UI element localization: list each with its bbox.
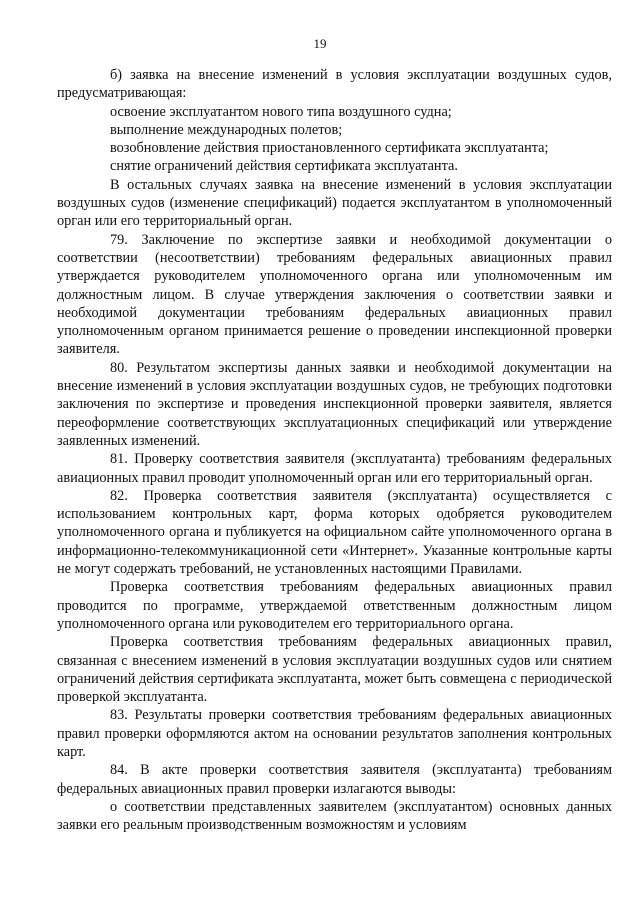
paragraph-80: 80. Результатом экспертизы данных заявки и необходимой документации на внесение изменений в условия эксплуатации воздушных судов, не требующих подготовки заключения по экспертизе и проведения инспекционной проверки заявителя, является переоформление соответствующих эксплуатационных спецификаций или утверждение заявленных изменений. bbox=[57, 359, 612, 449]
list-item: возобновление действия приостановленного сертификата эксплуатанта; bbox=[110, 140, 549, 157]
paragraph-82-program: Проверка соответствия требованиям федеральных авиационных правил проводится по программе, утверждаемой ответственным должностным лицом уполномоченного органа или руководителем его территориального органа. bbox=[57, 579, 612, 632]
document-body bbox=[57, 66, 612, 834]
paragraph-84-conclusion: о соответствии представленных заявителем (эксплуатантом) основных данных заявки его реальным производственным возможностям и условиям bbox=[57, 798, 612, 834]
list-item: выполнение международных полетов; bbox=[110, 121, 343, 138]
paragraph-81: 81. Проверку соответствия заявителя (эксплуатанта) требованиям федеральных авиационных правил проводит уполномоченный орган или его территориальный орган. bbox=[57, 451, 612, 486]
paragraph-79: 79. Заключение по экспертизе заявки и необходимой документации о соответствии (несоответствии) требованиям федеральных авиационных правил утверждается руководителем уполномоченного органа или уполномоченным им должностным лицом. В случае утверждения заключения о соответствии заявки и необходимой документации требованиям федеральных авиационных правил уполномоченным органом принимается решение о проведении инспекционной проверки заявителя. bbox=[57, 231, 612, 358]
paragraph-84: 84. В акте проверки соответствия заявителя (эксплуатанта) требованиям федеральных авиационных правил проверки излагаются выводы: bbox=[57, 762, 612, 797]
page-number: 19 bbox=[313, 36, 327, 51]
list-item: снятие ограничений действия сертификата эксплуатанта. bbox=[110, 158, 458, 175]
paragraph-other-cases: В остальных случаях заявка на внесение изменений в условия эксплуатации воздушных судов (изменение спецификаций) подается эксплуатантом в уполномоченный орган или его территориальный орган. bbox=[57, 176, 612, 230]
paragraph-83: 83. Результаты проверки соответствия требованиям федеральных авиационных правил проверки оформляются актом на основании результатов заполнения контрольных карт. bbox=[57, 707, 612, 760]
paragraph-82-combined: Проверка соответствия требованиям федеральных авиационных правил, связанная с внесением изменений в условия эксплуатации воздушных судов или снятием ограничений действия сертификата эксплуатанта, может быть совмещена с периодической проверкой эксплуатанта. bbox=[57, 634, 612, 706]
paragraph-82: 82. Проверка соответствия заявителя (эксплуатанта) осуществляется с использованием контрольных карт, форма которых одобряется руководителем уполномоченного органа и публикуется на официальном сайте уполномоченного органа в информационно-телекоммуникационной сети «Интернет». Указанные контрольные карты не могут содержать требований, не установленных настоящими Правилами. bbox=[57, 487, 612, 578]
paragraph-b-intro: б) заявка на внесение изменений в условия эксплуатации воздушных судов, предусматривающая: bbox=[57, 67, 612, 102]
list-item: освоение эксплуатантом нового типа воздушного судна; bbox=[110, 103, 452, 120]
